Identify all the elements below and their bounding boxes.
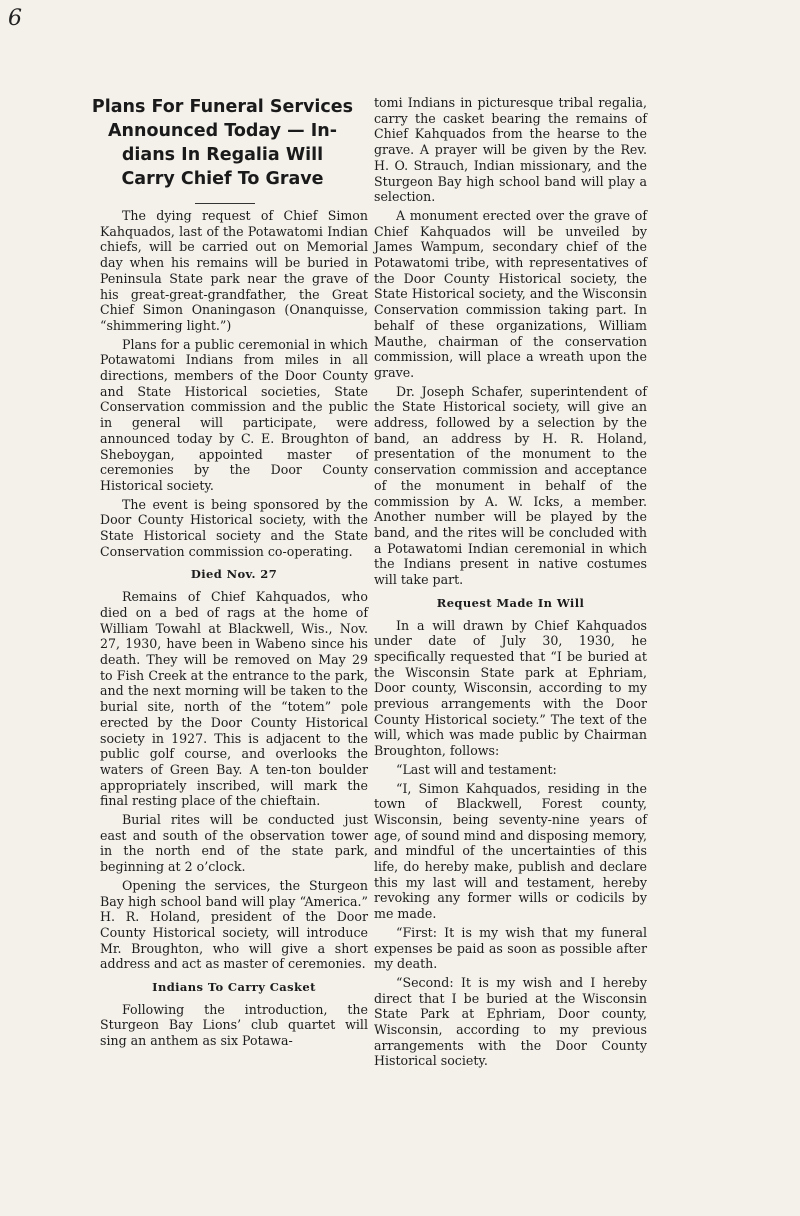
paragraph: Following the introduction, the Sturgeon Bay Lions’ club quartet will sing an anthem as six Potawa- <box>100 1001 368 1049</box>
paragraph: Opening the services, the Sturgeon Bay high school band will play “America.” H. R. Holand, president of the Door County Historical society, will introduce Mr. Broughton, who will give a short address and act as master of ceremonies. <box>100 877 368 972</box>
headline-line-1: Plans For Funeral Services <box>91 97 354 117</box>
paragraph: Burial rites will be conducted just east and south of the observation tower in the north end of the state park, beginning at 2 o’clock. <box>100 812 368 875</box>
headline-divider <box>195 203 255 204</box>
paragraph: tomi Indians in picturesque tribal regalia, carry the casket bearing the remains of Chief Kahquados from the hearse to the grave. A prayer will be given by the Rev. H. O. Strauch, Indian missionary, and the Sturgeon Bay high school band will play a selection. <box>374 95 647 205</box>
subheading-died: Died Nov. 27 <box>190 567 278 582</box>
paragraph: “I, Simon Kahquados, residing in the town of Blackwell, Forest county, Wisconsin, being seventy-nine years of age, of sound mind and disposing memory, and mindful of the uncertainties of this life, do hereby make, publish and declare this my last will and testament, hereby revoking any former wills or codicils by me made. <box>374 780 647 922</box>
paragraph: “First: It is my wish that my funeral expenses be paid as soon as possible after my death. <box>374 924 647 972</box>
paragraph: The event is being sponsored by the Door County Historical society, with the State Historical society and the State Conservation commission co-operating. <box>100 496 368 559</box>
paragraph: “Last will and testament: <box>396 761 557 777</box>
paragraph: A monument erected over the grave of Chief Kahquados will be unveiled by James Wampum, secondary chief of the Potawatomi tribe, with representatives of the Door County Historical society, the State Historical society, and the Wisconsin Conservation commission taking part. In behalf of these organizations, William Mauthe, chairman of the conservation commission, will place a wreath upon the grave. <box>374 207 647 380</box>
paragraph: Remains of Chief Kahquados, who died on a bed of rags at the home of William Towahl at Blackwell, Wis., Nov. 27, 1930, have been in Wabeno since his death. They will be removed on May 29 to Fish Creek at the entrance to the park, and the next morning will be taken to the burial site, north of the “totem” pole erected by the Door County Historical society in 1927. This is adjacent to the public golf course, and overlooks the waters of Green Bay. A ten-ton boulder appropriately inscribed, will mark the final resting place of the chieftain. <box>100 589 368 809</box>
paragraph: “Second: It is my wish and I hereby direct that I be buried at the Wisconsin State Park at Ephriam, Door county, Wisconsin, according to my previous arrangements with the Door County Historical society. <box>374 974 647 1069</box>
headline-line-2: Announced Today — In- <box>107 121 338 141</box>
headline <box>80 95 365 191</box>
headline-line-4: Carry Chief To Grave <box>121 169 324 189</box>
subheading-casket: Indians To Carry Casket <box>152 980 316 995</box>
page-number: 6 <box>8 6 22 31</box>
paragraph: Plans for a public ceremonial in which Potawatomi Indians from miles in all directions, members of the Door County and State Historical societies, State Conservation commission and the public in general will participate, were announced today by C. E. Broughton of Sheboygan, appointed master of ceremonies by the Door County Historical society. <box>100 336 368 493</box>
headline-line-3: dians In Regalia Will <box>121 145 324 165</box>
paragraph: Dr. Joseph Schafer, superintendent of the State Historical society, will give an address, followed by a selection by the band, an address by H. R. Holand, presentation of the monument to the conservation commission and acceptance of the monument in behalf of the commission by A. W. Icks, a member. Another number will be played by the band, and the rites will be concluded with a Potawatomi Indian ceremonial in which the Indians present in native costumes will take part. <box>374 383 647 588</box>
paragraph: The dying request of Chief Simon Kahquados, last of the Potawatomi Indian chiefs, will be carried out on Memorial day when his remains will be buried in Peninsula State park near the grave of his great-great-grandfather, the Great Chief Simon Onaningason (Onanquisse, “shimmering light.”) <box>100 208 368 333</box>
paragraph: In a will drawn by Chief Kahquados under date of July 30, 1930, he specifically requested that “I be buried at the Wisconsin State park at Ephriam, Door county, Wisconsin, according to my previous arrangements with the Door County Historical society.” The text of the will, which was made public by Chairman Broughton, follows: <box>374 617 647 759</box>
article-column-right <box>374 95 647 1072</box>
article-column-left <box>100 208 368 1052</box>
subheading-will: Request Made In Will <box>436 595 585 610</box>
